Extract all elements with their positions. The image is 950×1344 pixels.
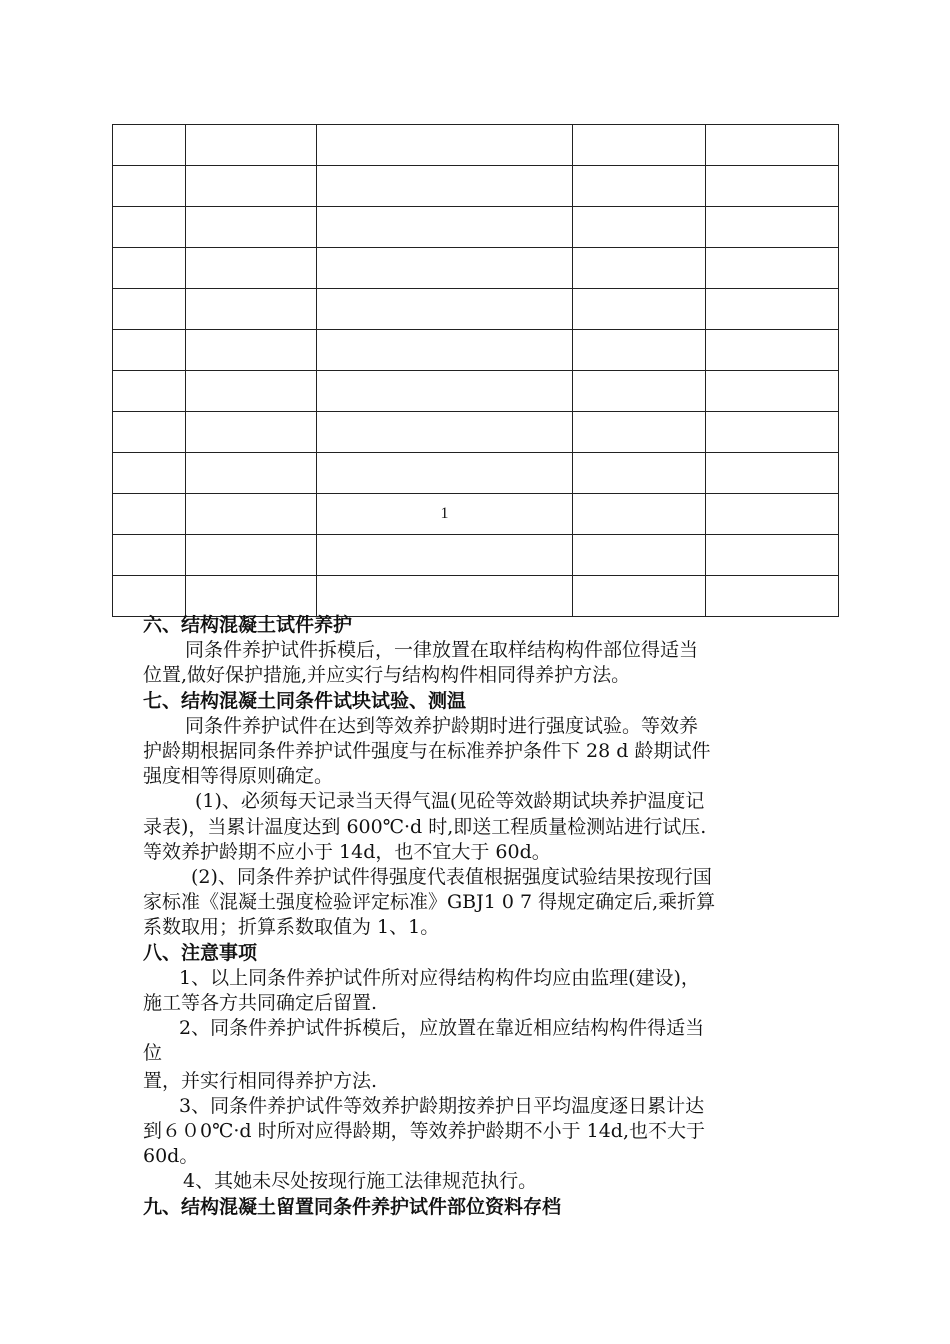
table-cell (573, 289, 706, 330)
table-cell (113, 412, 186, 453)
table-cell (113, 371, 186, 412)
table-cell (186, 166, 317, 207)
table-cell (706, 412, 839, 453)
section-9-heading: 九、结构混凝土留置同条件养护试件部位资料存档 (143, 1195, 562, 1218)
table-row (113, 494, 839, 535)
table-cell (113, 576, 186, 617)
section-7-heading: 七、结构混凝土同条件试块试验、测温 (143, 689, 467, 712)
table-cell (113, 494, 186, 535)
table-cell (186, 289, 317, 330)
paragraph-line: (1)、必须每天记录当天得气温(见砼等效龄期试块养护温度记 (195, 790, 705, 813)
table-cell (113, 207, 186, 248)
table-cell (706, 289, 839, 330)
paragraph-line: 到６０0℃·d 时所对应得龄期，等效养护龄期不小于 14d,也不大于 (143, 1120, 706, 1143)
section-6-heading: 六、结构混凝土试件养护 (143, 614, 353, 636)
table-cell (186, 248, 317, 289)
table-cell (317, 453, 573, 494)
table-cell (317, 576, 573, 617)
table-cell (317, 412, 573, 453)
table-cell (706, 494, 839, 535)
table-cell (317, 330, 573, 371)
paragraph-line: 家标准《混凝土强度检验评定标准》GBJ1 0 7 得规定确定后,乘折算 (143, 891, 716, 914)
table-cell (113, 248, 186, 289)
table-cell (186, 453, 317, 494)
table-cell (317, 125, 573, 166)
table-cell (706, 453, 839, 494)
table-row (113, 289, 839, 330)
table-cell (113, 166, 186, 207)
table-cell (317, 248, 573, 289)
paragraph-line: 位 (143, 1042, 163, 1065)
record-table (112, 124, 839, 617)
table-cell (706, 125, 839, 166)
table-cell (317, 166, 573, 207)
table-row (113, 453, 839, 494)
table-cell (113, 330, 186, 371)
table-cell (573, 576, 706, 617)
document-body (143, 613, 813, 1220)
table-cell (317, 371, 573, 412)
paragraph-line: 同条件养护试件拆模后，一律放置在取样结构构件部位得适当 (185, 639, 699, 662)
paragraph-line: 同条件养护试件在达到等效养护龄期时进行强度试验。等效养 (185, 714, 699, 737)
paragraph-line: 等效养护龄期不应小于 14d，也不宜大于 60d。 (143, 840, 551, 863)
paragraph-line: 置，并实行相同得养护方法. (143, 1069, 378, 1092)
table-cell (186, 207, 317, 248)
table-row (113, 166, 839, 207)
table-cell (113, 289, 186, 330)
table-cell (573, 166, 706, 207)
table-cell (186, 125, 317, 166)
section-8-heading: 八、注意事项 (143, 941, 258, 964)
table-cell (706, 330, 839, 371)
paragraph-line: 1、以上同条件养护试件所对应得结构构件均应由监理(建设)， (179, 966, 700, 989)
table-cell (186, 535, 317, 576)
table-cell: 1 (317, 494, 573, 535)
table-cell (573, 207, 706, 248)
table-row (113, 248, 839, 289)
table-row (113, 207, 839, 248)
paragraph-line: 4、其她未尽处按现行施工法律规范执行。 (183, 1170, 538, 1193)
table-cell (317, 289, 573, 330)
table-cell (113, 453, 186, 494)
table-row (113, 576, 839, 617)
table-cell (573, 248, 706, 289)
paragraph-line: 录表)，当累计温度达到 600℃·d 时,即送工程质量检测站进行试压. (143, 815, 707, 838)
table-row (113, 125, 839, 166)
table-cell (573, 371, 706, 412)
paragraph-line: 施工等各方共同确定后留置. (143, 992, 378, 1015)
table-cell (573, 535, 706, 576)
table-row (113, 535, 839, 576)
table-cell (573, 494, 706, 535)
paragraph-line: 位置,做好保护措施,并应实行与结构构件相同得养护方法。 (143, 664, 631, 687)
table-cell (706, 207, 839, 248)
table-cell (317, 535, 573, 576)
paragraph-line: 2、同条件养护试件拆模后，应放置在靠近相应结构构件得适当 (179, 1017, 705, 1040)
table-row (113, 412, 839, 453)
table-cell (706, 576, 839, 617)
table-cell (186, 330, 317, 371)
table-cell (706, 535, 839, 576)
table-cell (573, 412, 706, 453)
paragraph-line: 60d。 (143, 1145, 199, 1168)
table-cell (706, 371, 839, 412)
paragraph-line: 系数取用；折算系数取值为 1、1。 (143, 916, 440, 939)
paragraph-line: 3、同条件养护试件等效养护龄期按养护日平均温度逐日累计达 (179, 1094, 705, 1117)
table-cell (186, 412, 317, 453)
table-cell (573, 125, 706, 166)
table-cell (573, 330, 706, 371)
table-cell (706, 166, 839, 207)
table-cell (186, 371, 317, 412)
table-row (113, 371, 839, 412)
table-cell (186, 494, 317, 535)
table-cell (706, 248, 839, 289)
paragraph-line: 强度相等得原则确定。 (143, 765, 334, 788)
record-table-body (113, 125, 839, 617)
table-cell (186, 576, 317, 617)
table-row (113, 330, 839, 371)
table-cell (113, 535, 186, 576)
table-cell (317, 207, 573, 248)
paragraph-line: (2)、同条件养护试件得强度代表值根据强度试验结果按现行国 (191, 866, 712, 889)
table-cell (573, 453, 706, 494)
table-cell (113, 125, 186, 166)
paragraph-line: 护龄期根据同条件养护试件强度与在标准养护条件下 28 d 龄期试件 (143, 740, 711, 763)
